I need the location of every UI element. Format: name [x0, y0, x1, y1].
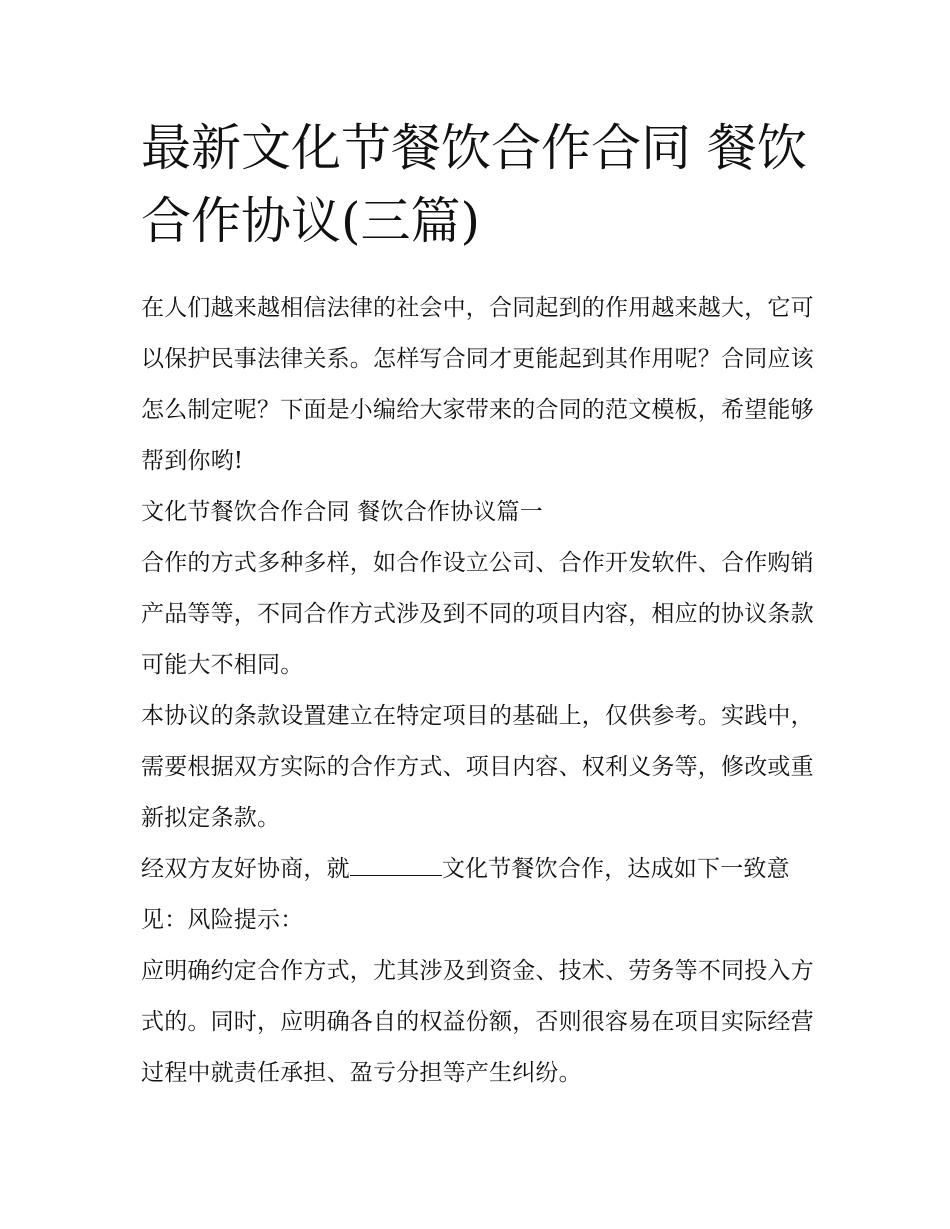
consensus-text-start: 经双方友好协商，就 [141, 856, 350, 882]
paragraph-cooperation-methods: 合作的方式多种多样，如合作设立公司、合作开发软件、合作购销产品等等，不同合作方式涉及到不同的项目内容，相应的协议条款可能大不相同。 [141, 550, 814, 678]
paragraph-consensus [141, 844, 821, 946]
document-title: 最新文化节餐饮合作合同 餐饮合作协议(三篇) [141, 119, 807, 250]
paragraph-agreement-terms: 本协议的条款设置建立在特定项目的基础上，仅供参考。实践中，需要根据双方实际的合作方式、项目内容、权利义务等，修改或重新拟定条款。 [141, 703, 814, 831]
section-heading: 文化节餐饮合作合同 餐饮合作协议篇一 [141, 499, 543, 525]
consensus-text-end: 文化节餐饮合作，达成如下一致意见：风险提示： [141, 856, 790, 933]
paragraph-risk-notice: 应明确约定合作方式，尤其涉及到资金、技术、劳务等不同投入方式的。同时，应明确各自的权益份额，否则很容易在项目实际经营过程中就责任承担、盈亏分担等产生纠纷。 [141, 958, 814, 1086]
intro-paragraph: 在人们越来越相信法律的社会中，合同起到的作用越来越大，它可以保护民事法律关系。怎样写合同才更能起到其作用呢？合同应该怎么制定呢？下面是小编给大家带来的合同的范文模板，希望能够帮到你哟! [141, 295, 814, 474]
fill-in-blank [350, 855, 442, 876]
